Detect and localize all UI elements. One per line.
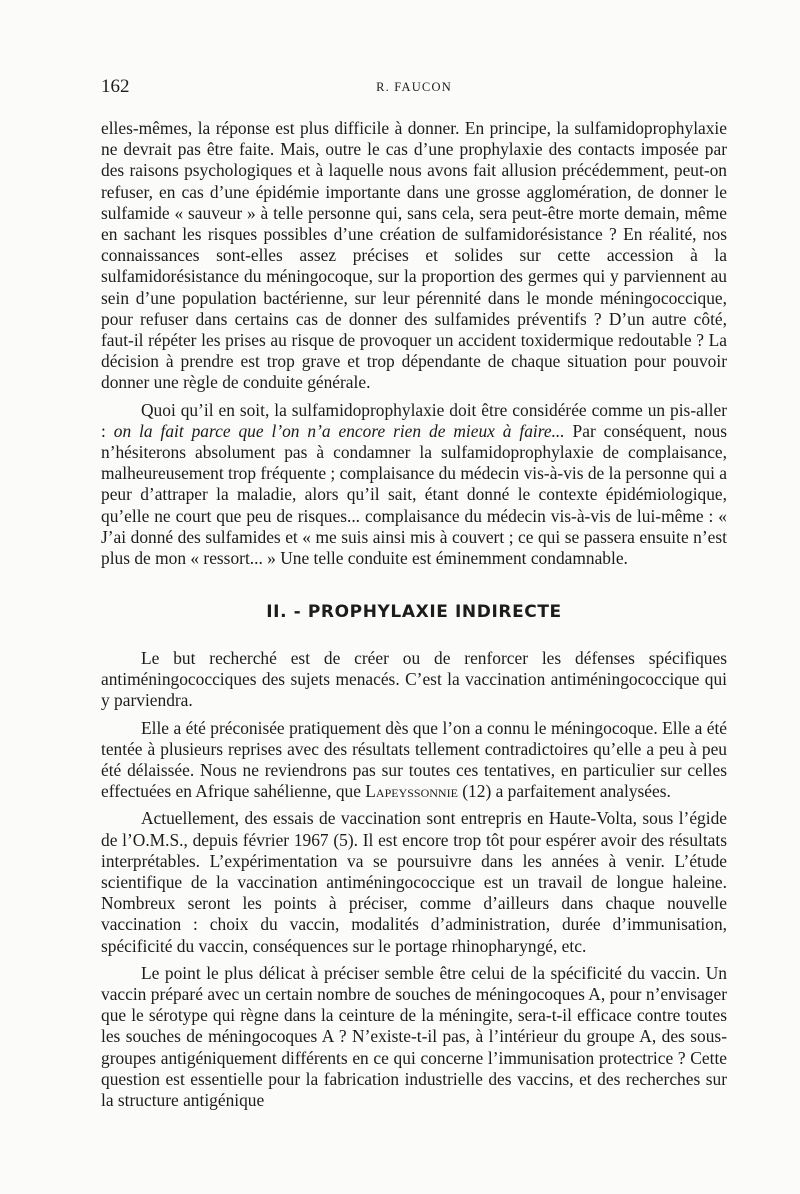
paragraph: [101, 718, 727, 803]
italic-quote: on la fait parce que l’on n’a encore rien de mieux à faire...: [113, 420, 565, 441]
paragraph: [101, 400, 727, 570]
paragraph-text: Quoi qu’il en soit, la sulfamidoprophylaxie doit être considérée comme un pis-aller :: [101, 399, 727, 441]
paragraph-text: Par conséquent, nous n’hésiterons absolument pas à condamner la sulfamidoprophylaxie de complaisance, malheureusement trop fréquente ; complaisance du médecin vis-à-vis de la personne qui a peur d’attraper la maladie, alors qu’il sait, étant donné le contexte épidémiologique, qu’elle ne court que peu de risques... complaisance du médecin vis-à-vis de lui-même : « J’ai donné des sulfamides et « me suis ainsi mis à couvert ; ce qui se passera ensuite n’est plus de mon « ressort... » Une telle conduite est éminemment condamnable.: [101, 420, 727, 569]
page-number: 162: [101, 76, 130, 97]
paragraph: Actuellement, des essais de vaccination sont entrepris en Haute-Volta, sous l’égide de l’O.M.S., depuis février 1967 (5). Il est encore trop tôt pour espérer avoir des résultats interprétables. L’expérimentation va se poursuivre dans les années à venir. L’étude scientifique de la vaccination antiméningococcique est un travail de longue haleine. Nombreux seront les points à préciser, comme d’ailleurs dans chaque nouvelle vaccination : choix du vaccin, modalités d’administration, durée d’immunisation, spécificité du vaccin, conséquences sur le portage rhinopharyngé, etc.: [101, 808, 727, 956]
paragraph-text: Elle a été préconisée pratiquement dès que l’on a connu le méningocoque. Elle a été tentée à plusieurs reprises avec des résultats tellement contradictoires qu’elle a peu à peu été délaissée. Nous ne reviendrons pas sur toutes ces tentatives, en particulier sur celles effectuées en Afrique sahélienne, que: [101, 717, 727, 802]
section-1-body: [101, 118, 727, 569]
author-name: Lapeyssonnie: [365, 781, 458, 802]
running-head: R. FAUCON: [376, 80, 452, 94]
section-heading: II. - PROPHYLAXIE INDIRECTE: [266, 602, 562, 622]
paragraph-text: (12) a parfaitement analysées.: [457, 781, 671, 802]
paragraph: Le point le plus délicat à préciser semble être celui de la spécificité du vaccin. Un vaccin préparé avec un certain nombre de souches de méningocoques A, pour n’envisager que le sérotype qui règne dans la ceinture de la méningite, sera-t-il efficace contre toutes les souches de méningocoques A ? N’existe-t-il pas, à l’intérieur du groupe A, des sous-groupes antigéniquement différents en ce qui concerne l’immunisation protectrice ? Cette question est essentielle pour la fabrication industrielle des vaccins, et des recherches sur la structure antigénique: [101, 962, 727, 1111]
paragraph: elles-mêmes, la réponse est plus difficile à donner. En principe, la sulfamidoprophylaxie ne devrait pas être faite. Mais, outre le cas d’une prophylaxie des contacts imposée par des raisons psychologiques et à laquelle nous avons fait allusion précédemment, peut-on refuser, en cas d’une épidémie importante dans une grosse agglomération, de donner le sulfamide « sauveur » à telle personne qui, sans cela, sera peut-être morte demain, même en sachant les risques possibles d’une création de sulfamidorésistance ? En réalité, nos connaissances sont-elles assez précises et solides sur cette accession à la sulfamidorésistance du méningocoque, sur la proportion des germes qui y parviennent au sein d’une population bactérienne, sur leur pérennité dans le monde méningococcique, pour refuser dans certains cas de donner des sulfamides préventifs ? D’un autre côté, faut-il répéter les prises au risque de provoquer un accident toxidermique redoutable ? La décision à prendre est trop grave et trop dépendante de chaque situation pour pouvoir donner une règle de conduite générale.: [101, 118, 727, 393]
page-header: [101, 76, 727, 100]
section-2-body: [101, 648, 727, 1111]
paragraph: Le but recherché est de créer ou de renforcer les défenses spécifiques antiméningococciques des sujets menacés. C’est la vaccination antiméningococcique qui y parviendra.: [101, 648, 727, 711]
